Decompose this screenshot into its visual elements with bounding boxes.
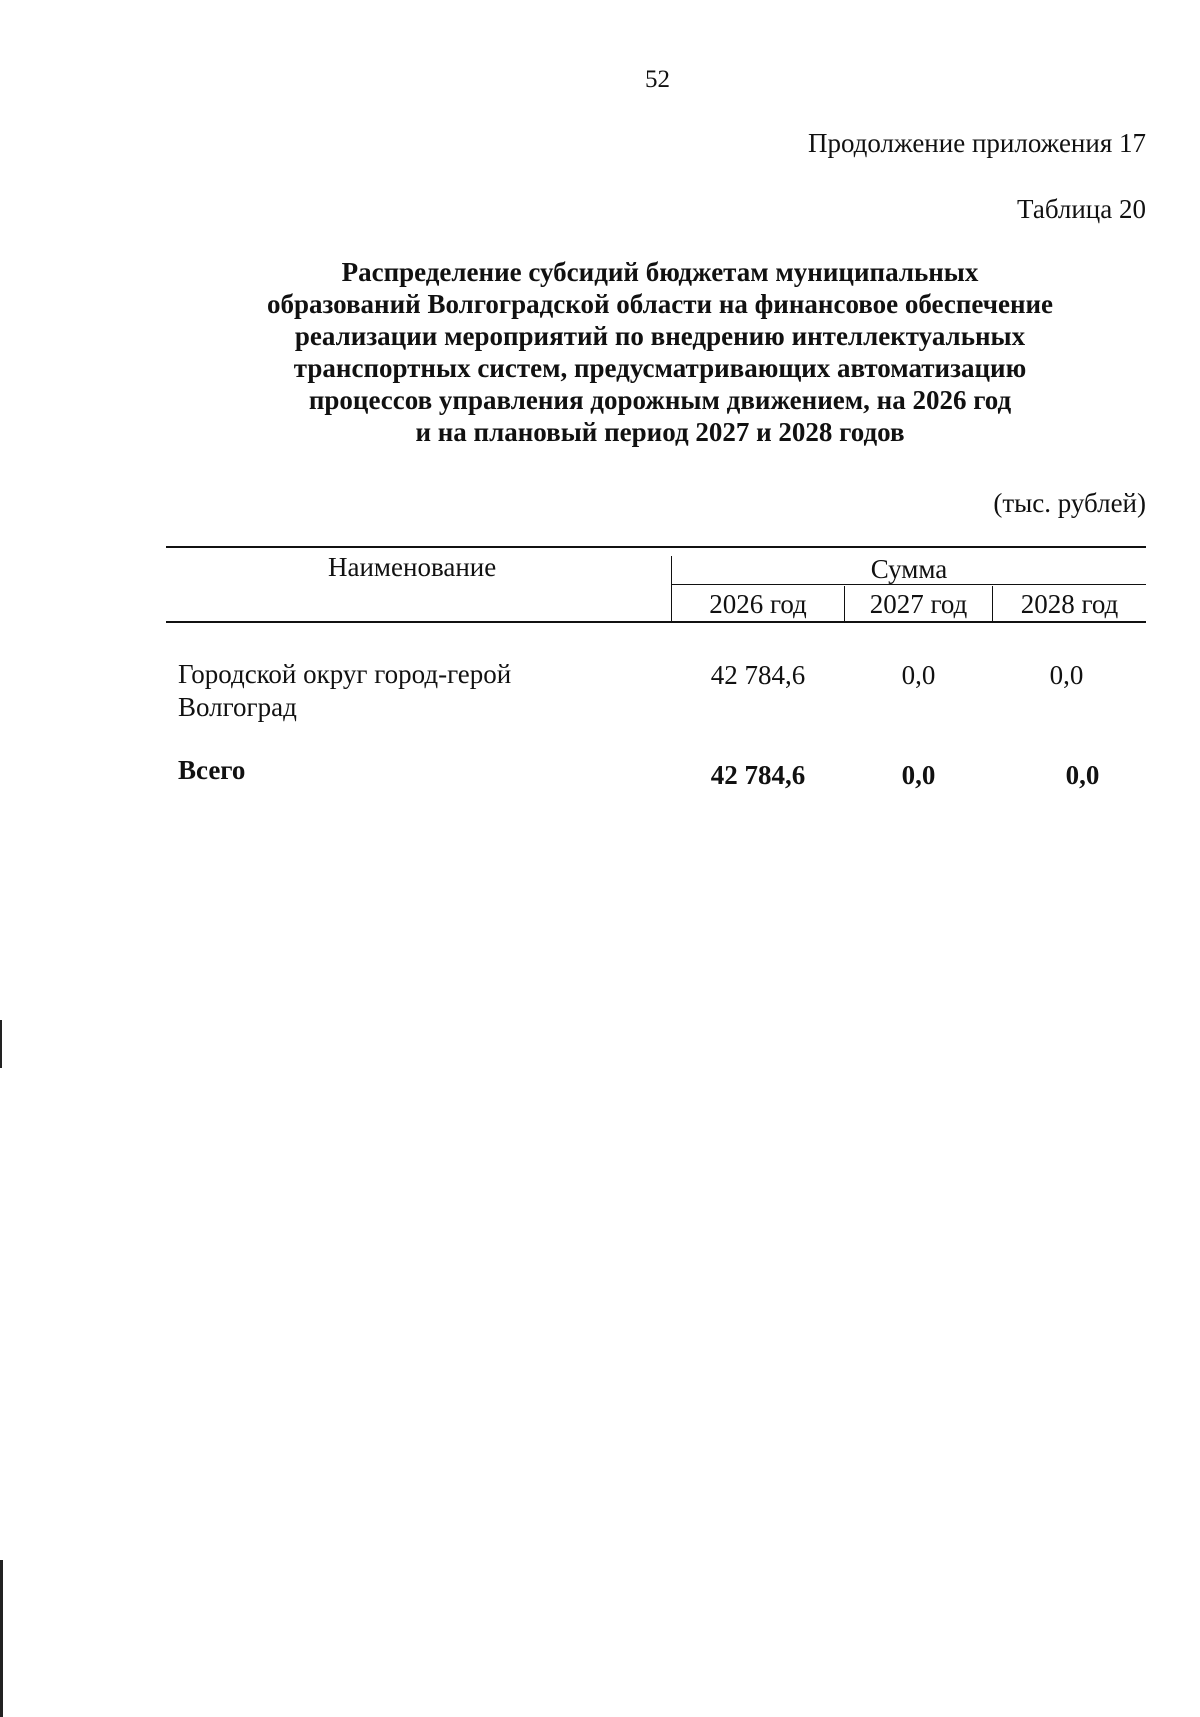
total-value-2027: 0,0	[901, 760, 936, 790]
table-top-rule	[166, 546, 1146, 548]
table-row-name	[178, 658, 511, 724]
title-line: и на плановый период 2027 и 2028 годов	[415, 417, 905, 447]
total-value-2026: 42 784,6	[710, 760, 806, 790]
page-number: 52	[645, 66, 670, 93]
total-value-2028: 0,0	[1065, 760, 1100, 790]
scan-edge-mark	[0, 1020, 2, 1068]
table-header-bottom-rule	[166, 621, 1146, 623]
appendix-label: Продолжение приложения 17	[807, 128, 1146, 158]
table-label: Таблица 20	[1017, 194, 1146, 224]
header-name: Наименование	[328, 552, 497, 582]
row-name-line: Городской округ город-герой	[178, 659, 512, 689]
document-title	[160, 256, 1160, 448]
header-sum: Сумма	[870, 554, 948, 584]
title-line: реализации мероприятий по внедрению интеллектуальных	[294, 321, 1026, 351]
units-label: (тыс. рублей)	[993, 488, 1146, 518]
scan-edge-mark	[0, 1560, 3, 1717]
title-line: транспортных систем, предусматривающих автоматизацию	[293, 353, 1027, 383]
total-row-name: Всего	[178, 755, 246, 785]
table-row-value-2026: 42 784,6	[710, 660, 806, 690]
header-year-2028: 2028 год	[1020, 589, 1119, 619]
table-row-value-2028: 0,0	[1049, 660, 1084, 690]
title-line: процессов управления дорожным движением, на 2026 год	[308, 385, 1012, 415]
row-name-line: Волгоград	[178, 692, 297, 722]
header-year-2026: 2026 год	[709, 589, 807, 619]
header-year-2027: 2027 год	[869, 589, 968, 619]
title-line: образований Волгоградской области на финансовое обеспечение	[266, 289, 1054, 319]
title-line: Распределение субсидий бюджетам муниципальных	[341, 257, 979, 287]
table-row-value-2027: 0,0	[901, 660, 936, 690]
